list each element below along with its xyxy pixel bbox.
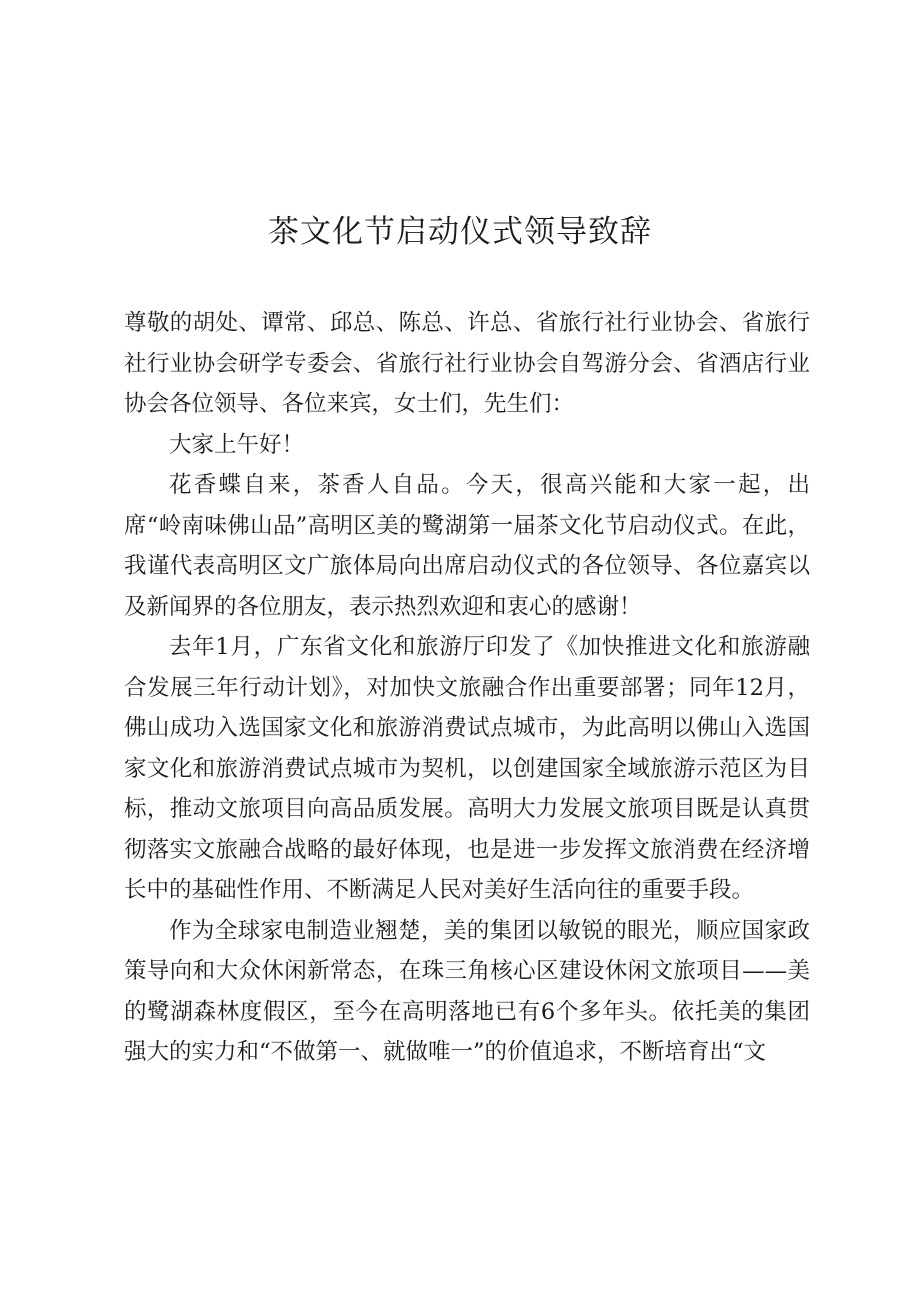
document-title: 茶文化节启动仪式领导致辞 [268,214,652,250]
policy-paragraph: 去年1月，广东省文化和旅游厅印发了《加快推进文化和旅游融合发展三年行动计划》，对加快文旅融合作出重要部署；同年12月，佛山成功入选国家文化和旅游消费试点城市，为此高明以佛山入选国家文化和旅游消费试点城市为契机，以创建国家全域旅游示范区为目标，推动文旅项目向高品质发展。高明大力发展文旅项目既是认真贯彻落实文旅融合战略的最好体现，也是进一步发挥文旅消费在经济增长中的基础性作用、不断满足人民对美好生活向往的重要手段。 [124,634,810,903]
salutation-paragraph: 尊敬的胡处、谭常、邱总、陈总、许总、省旅行社行业协会、省旅行社行业协会研学专委会、省旅行社行业协会自驾游分会、省酒店行业协会各位领导、各位来宾，女士们，先生们： [124,310,810,417]
greeting-paragraph: 大家上午好！ [169,431,305,458]
document-body [124,303,810,1073]
midea-paragraph: 作为全球家电制造业翘楚，美的集团以敏锐的眼光，顺应国家政策导向和大众休闲新常态，在珠三角核心区建设休闲文旅项目——美的鹭湖森林度假区，至今在高明落地已有6个多年头。依托美的集团强大的实力和“不做第一、就做唯一”的价值追求，不断培育出“文 [124,917,810,1065]
welcome-paragraph: 花香蝶自来，茶香人自品。今天，很高兴能和大家一起，出席“岭南味佛山品”高明区美的鹭湖第一届茶文化节启动仪式。在此，我谨代表高明区文广旅体局向出席启动仪式的各位领导、各位嘉宾以及新闻界的各位朋友，表示热烈欢迎和衷心的感谢！ [124,472,810,620]
